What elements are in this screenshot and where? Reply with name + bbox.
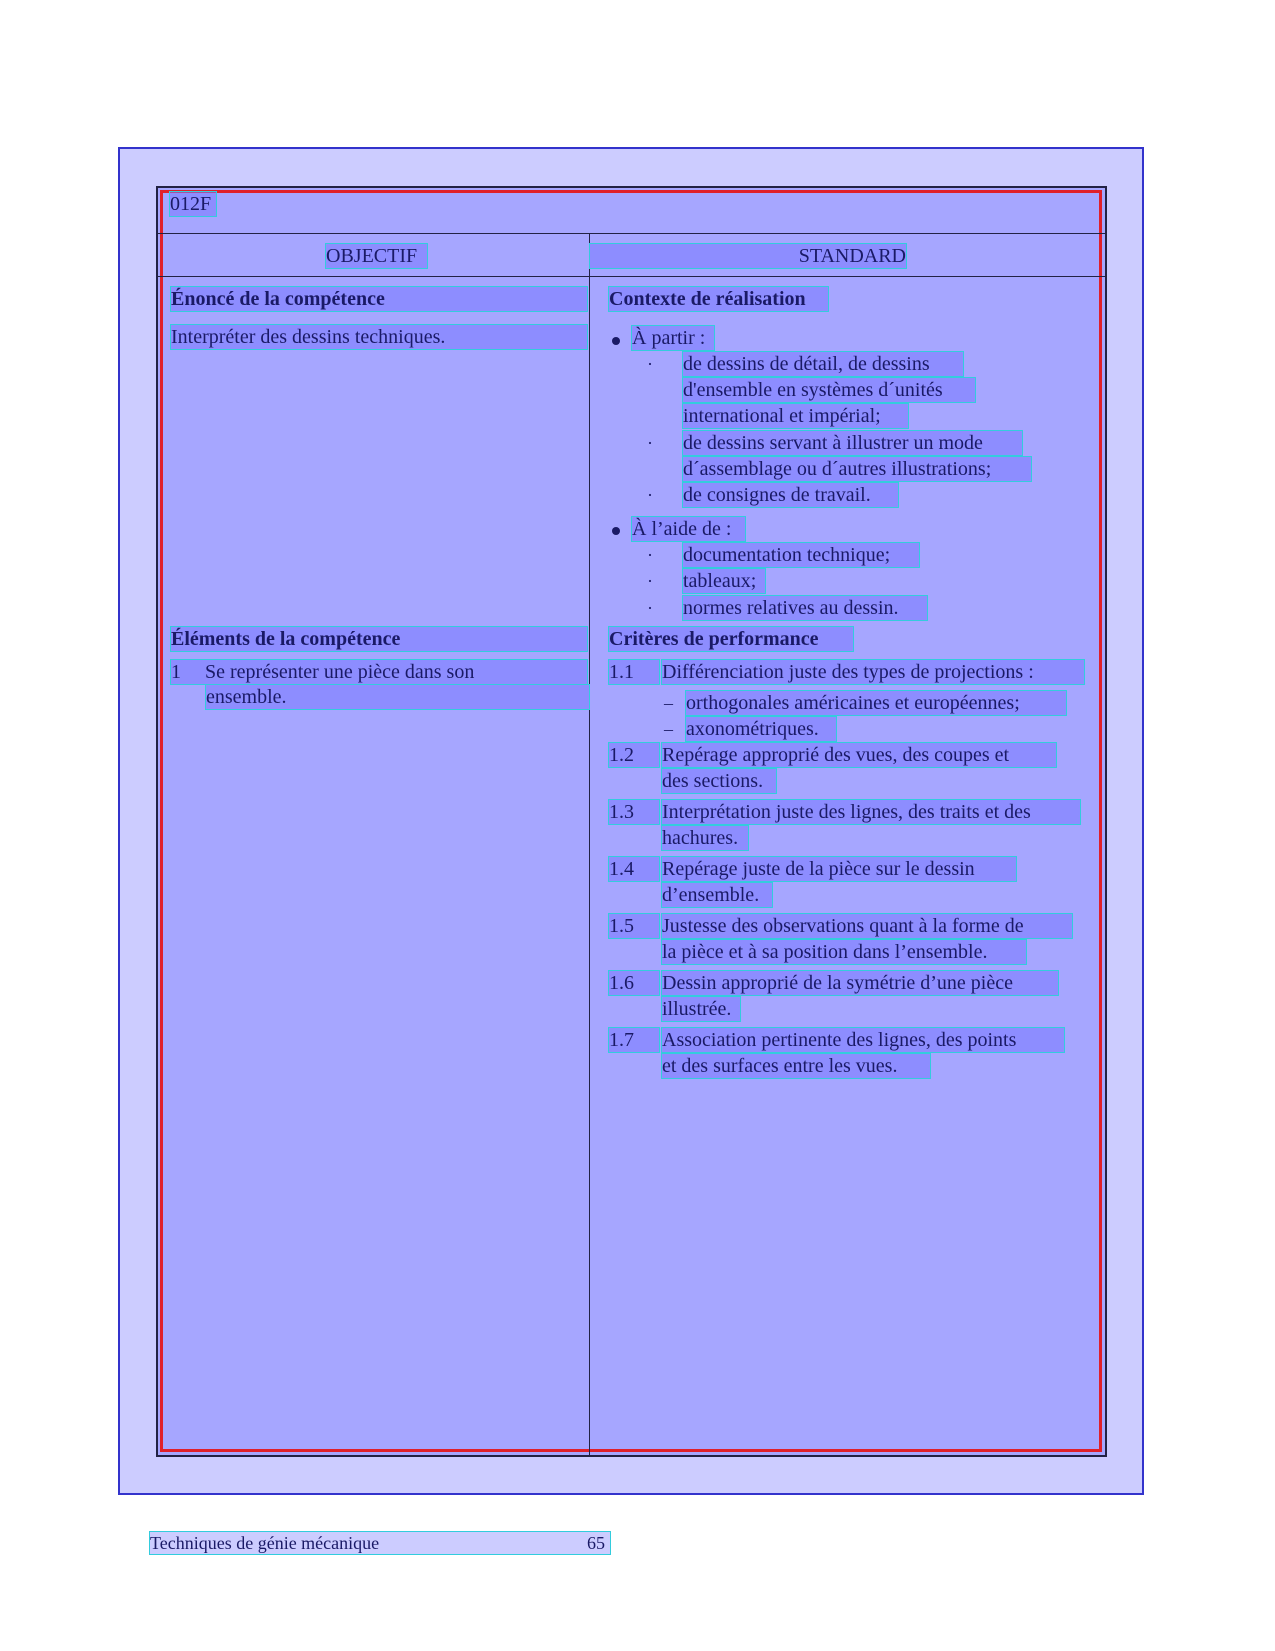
- aide-item: normes relatives au dessin.: [683, 596, 927, 620]
- footer-title: Techniques de génie mécanique: [150, 1533, 380, 1553]
- element-text-cont: ensemble.: [206, 685, 589, 709]
- criterion-number: 1.6: [609, 971, 659, 995]
- element-number: 1: [171, 661, 181, 683]
- dash-icon: ·: [647, 598, 653, 618]
- enonce-text: Interpréter des dessins techniques.: [171, 325, 587, 349]
- footer: [150, 1532, 610, 1554]
- dash-icon: ·: [647, 433, 653, 453]
- bullet-icon: [612, 527, 620, 535]
- dash-icon: ·: [647, 571, 653, 591]
- criterion-number: 1.1: [609, 660, 659, 684]
- dash-icon: ·: [647, 545, 653, 565]
- row-divider: [158, 233, 1106, 234]
- enonce-title: Énoncé de la compétence: [171, 287, 587, 311]
- criterion-text: Différenciation juste des types de projections :: [662, 660, 1084, 684]
- criterion-sub: orthogonales américaines et européennes;: [686, 691, 1066, 715]
- criterion-number: 1.2: [609, 743, 659, 767]
- criterion-text-cont: illustrée.: [662, 997, 740, 1021]
- criterion-text: Association pertinente des lignes, des points: [662, 1028, 1064, 1052]
- criterion-number: 1.3: [609, 800, 659, 824]
- criterion-text: Repérage juste de la pièce sur le dessin: [662, 857, 1016, 881]
- aide-label: À l’aide de :: [632, 517, 745, 541]
- dash-icon: ·: [647, 485, 653, 505]
- context-item: de consignes de travail.: [683, 483, 898, 507]
- header-standard: STANDARD: [590, 244, 906, 268]
- dash-icon: –: [664, 719, 673, 739]
- contexte-title: Contexte de réalisation: [609, 287, 828, 311]
- criterion-number: 1.5: [609, 914, 659, 938]
- criterion-number: 1.7: [609, 1028, 659, 1052]
- context-item: de dessins servant à illustrer un mode: [683, 431, 1022, 455]
- criterion-text: Interprétation juste des lignes, des traits et des: [662, 800, 1080, 824]
- element-text: Se représenter une pièce dans son: [205, 661, 475, 683]
- criterion-text-cont: d’ensemble.: [662, 883, 772, 907]
- apartir-label: À partir :: [632, 326, 714, 350]
- criterion-text: Dessin approprié de la symétrie d’une pièce: [662, 971, 1058, 995]
- element-line: [171, 660, 587, 684]
- criterion-sub: axonométriques.: [686, 717, 836, 741]
- elements-title: Éléments de la compétence: [171, 627, 587, 651]
- header-objectif: OBJECTIF: [326, 244, 427, 268]
- context-item-cont: d'ensemble en systèmes d´unités: [683, 378, 975, 402]
- competency-code: 012F: [170, 192, 216, 216]
- criterion-text: Repérage approprié des vues, des coupes et: [662, 743, 1056, 767]
- dash-icon: ·: [647, 354, 653, 374]
- page-number: 65: [587, 1533, 605, 1553]
- criterion-number: 1.4: [609, 857, 659, 881]
- criterion-text: Justesse des observations quant à la forme de: [662, 914, 1072, 938]
- criteres-title: Critères de performance: [609, 627, 853, 651]
- aide-item: tableaux;: [683, 569, 765, 593]
- criterion-text-cont: hachures.: [662, 826, 748, 850]
- row-divider: [158, 276, 1106, 277]
- criterion-text-cont: la pièce et à sa position dans l’ensemble.: [662, 940, 1026, 964]
- column-divider: [589, 233, 590, 1455]
- dash-icon: –: [664, 693, 673, 713]
- context-item: de dessins de détail, de dessins: [683, 352, 963, 376]
- bullet-icon: [612, 337, 620, 345]
- context-item-cont: international et impérial;: [683, 404, 908, 428]
- aide-item: documentation technique;: [683, 543, 919, 567]
- context-item-cont: d´assemblage ou d´autres illustrations;: [683, 457, 1031, 481]
- criterion-text-cont: des sections.: [662, 769, 776, 793]
- criterion-text-cont: et des surfaces entre les vues.: [662, 1054, 930, 1078]
